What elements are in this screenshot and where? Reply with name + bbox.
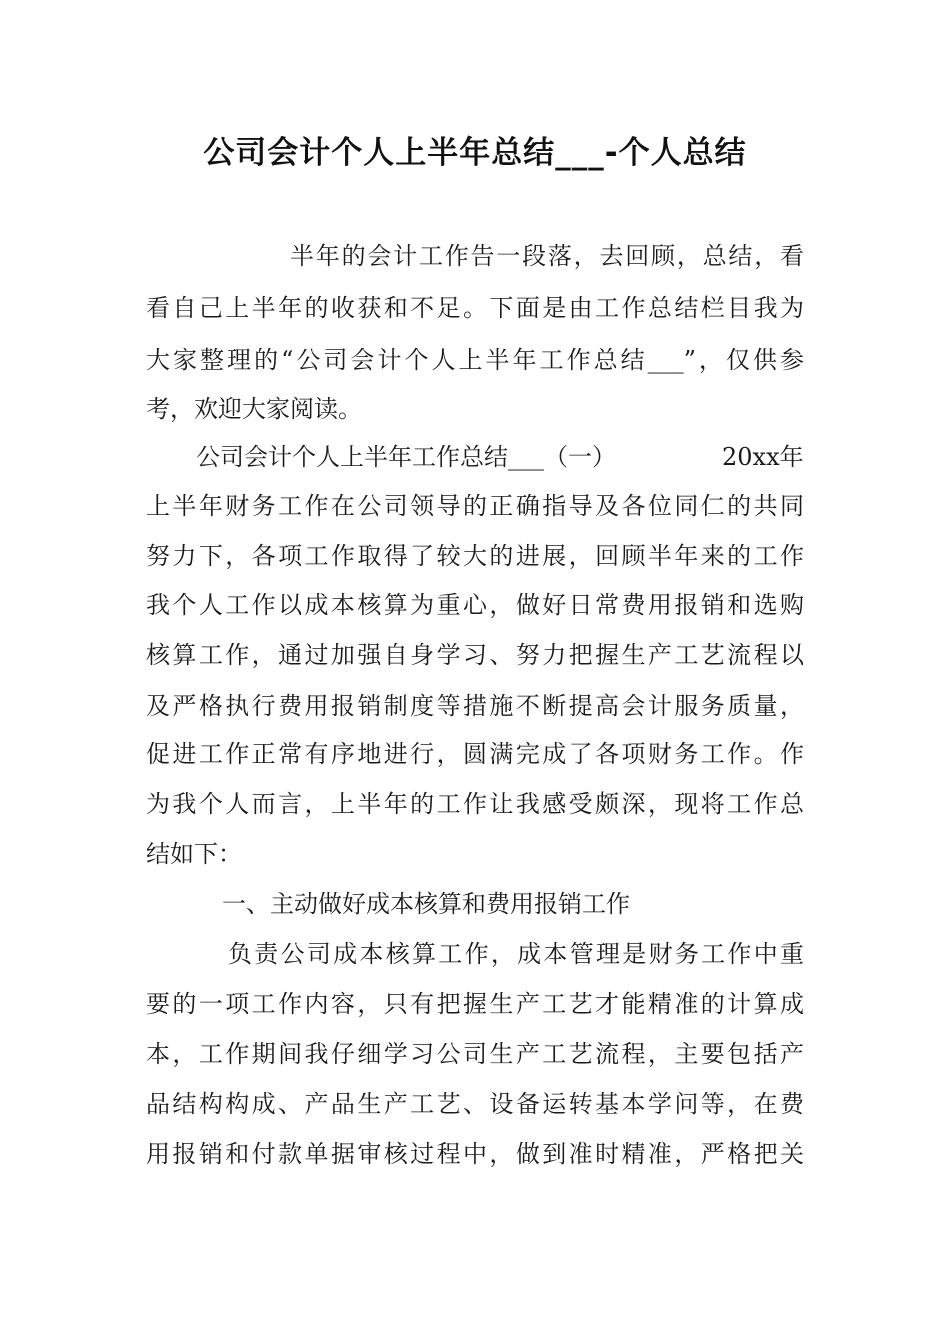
paragraph-3-line-5: 用报销和付款单据审核过程中，做到准时精准，严格把关: [146, 1140, 804, 1168]
paragraph-3-line-2: 要的一项工作内容，只有把握生产工艺才能精准的计算成: [146, 990, 804, 1018]
heading-1: 一、主动做好成本核算和费用报销工作: [222, 890, 630, 918]
paragraph-1-line-1: 半年的会计工作告一段落，去回顾，总结，看: [290, 242, 804, 270]
paragraph-2-line-8: 结如下：: [146, 840, 242, 868]
paragraph-2-line-7: 为我个人而言，上半年的工作让我感受颇深，现将工作总: [146, 790, 804, 818]
paragraph-3-line-4: 品结构构成、产品生产工艺、设备运转基本学问等，在费: [146, 1090, 804, 1118]
paragraph-1-line-2: 看自己上半年的收获和不足。下面是由工作总结栏目我为: [146, 294, 804, 322]
paragraph-2-line-3: 我个人工作以成本核算为重心，做好日常费用报销和选购: [146, 591, 804, 619]
paragraph-2-line-6: 促进工作正常有序地进行，圆满完成了各项财务工作。作: [146, 740, 804, 768]
paragraph-1-line-4: 考，欢迎大家阅读。: [146, 395, 362, 423]
paragraph-3-line-3: 本，工作期间我仔细学习公司生产工艺流程，主要包括产: [146, 1040, 804, 1068]
paragraph-2-line-5: 及严格执行费用报销制度等措施不断提高会计服务质量，: [146, 692, 804, 720]
paragraph-2-line-2: 努力下，各项工作取得了较大的进展，回顾半年来的工作: [146, 542, 804, 570]
paragraph-3-line-1: 负责公司成本核算工作，成本管理是财务工作中重: [228, 940, 804, 968]
paragraph-2-line-1: 上半年财务工作在公司领导的正确指导及各位同仁的共同: [146, 492, 804, 520]
document-title: 公司会计个人上半年总结___-个人总结: [203, 135, 747, 171]
paragraph-1-line-3: 大家整理的“公司会计个人上半年工作总结___”，仅供参: [146, 346, 804, 374]
paragraph-2-line-4: 核算工作，通过加强自身学习、努力把握生产工艺流程以: [146, 641, 804, 669]
section-heading-year: 20xx年: [722, 443, 804, 471]
section-heading: 公司会计个人上半年工作总结___（一）: [196, 443, 616, 471]
